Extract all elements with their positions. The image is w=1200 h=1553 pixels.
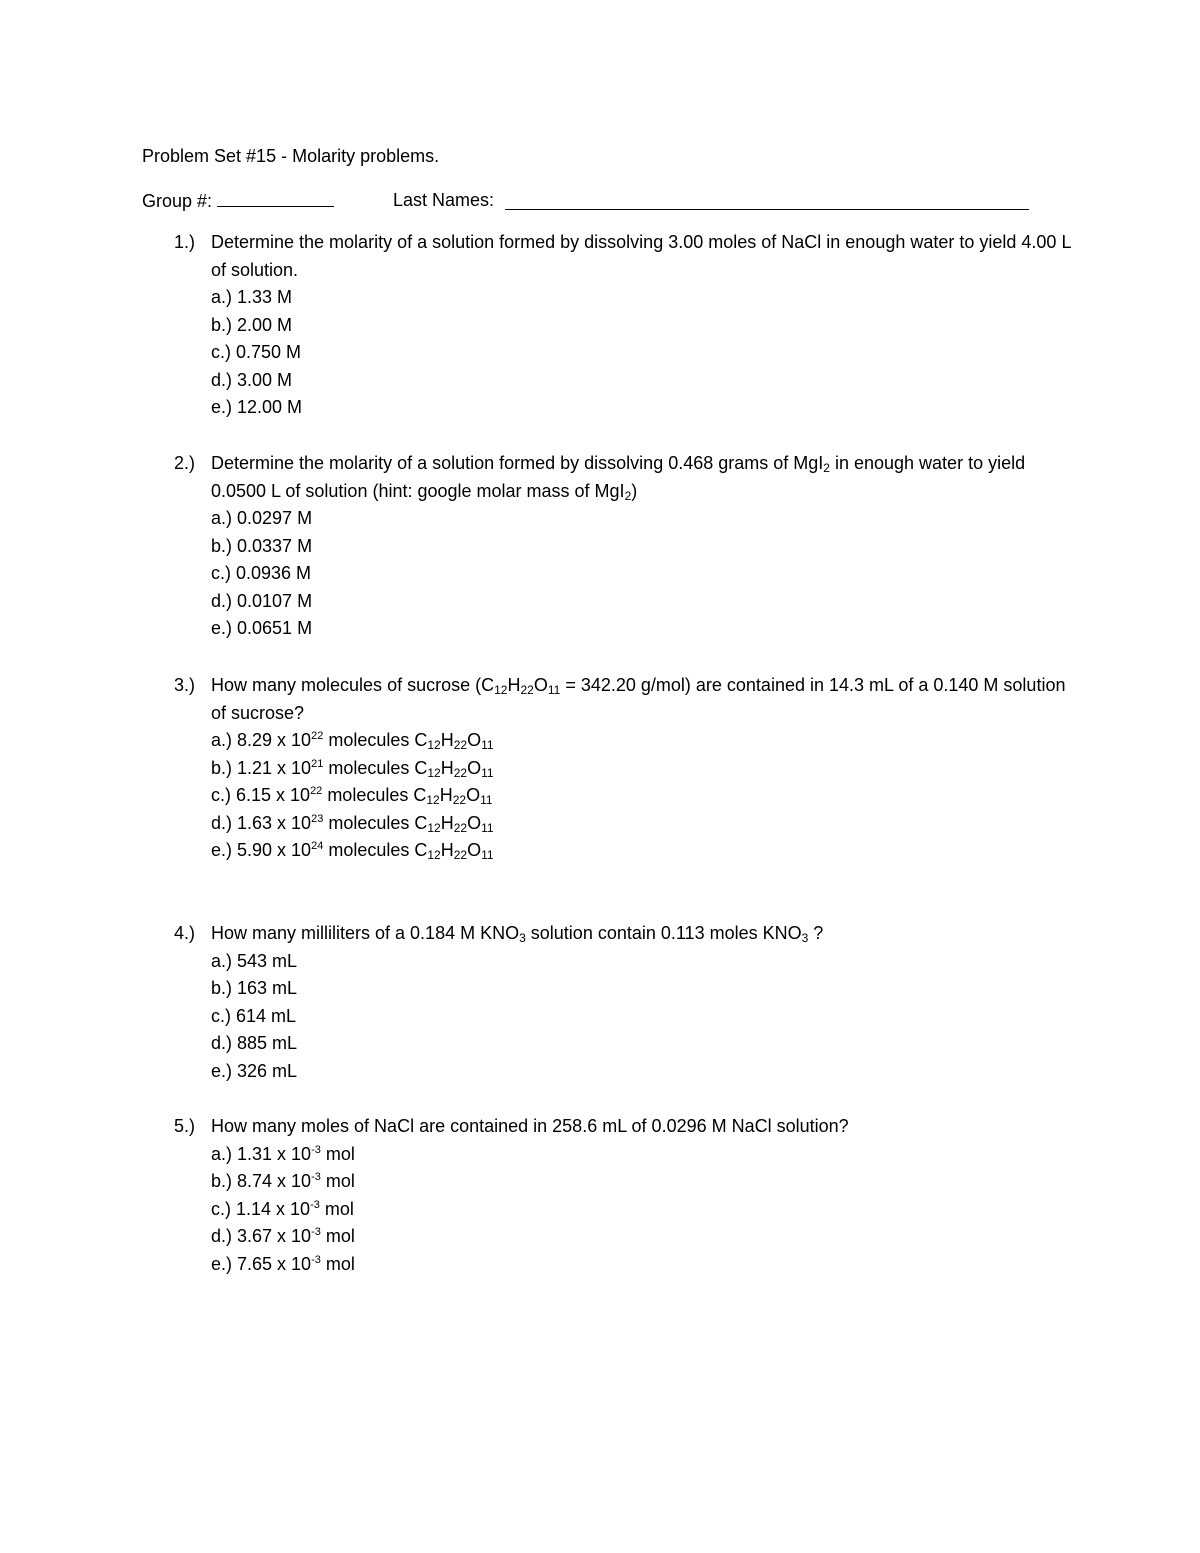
page-title: Problem Set #15 - Molarity problems.: [142, 146, 440, 166]
answer-option: e.) 12.00 M: [211, 397, 303, 417]
answer-option: b.) 163 mL: [211, 978, 298, 998]
question-text: How many molecules of sucrose ($C_{12}H_{22}O_{11} = 342.20$ g/mol) are contained in 14.3 mL of a 0.140 M solution of sucrose?: [211, 675, 1066, 723]
question-text: How many milliliters of a 0.184 M $KNO_3$ solution contain 0.113 moles $KNO_3$ ?: [211, 923, 824, 945]
answer-option: b.) 0.0337 M: [211, 535, 313, 556]
question-3: [174, 672, 1074, 865]
question-2: [174, 450, 1074, 643]
question-text: Determine the molarity of a solution formed by dissolving 3.00 moles of NaCl in enough water to yield 4.00 L of solution.: [211, 232, 1071, 280]
question-number: 4.): [174, 923, 196, 943]
answer-option: b.) 8.74 x $10^{-3}$ mol: [211, 1171, 355, 1191]
answer-option: a.) 1.33 M: [211, 287, 293, 307]
question-4: [174, 920, 1074, 1085]
answer-option: e.) 326 mL: [211, 1060, 298, 1081]
answer-option: c.) 0.0936 M: [211, 563, 312, 583]
question-1: [174, 229, 1074, 422]
answer-option: d.) 3.00 M: [211, 369, 293, 390]
answer-option: c.) 614 mL: [211, 1005, 297, 1026]
answer-option: a.) 543 mL: [211, 950, 298, 971]
question-number: 5.): [174, 1116, 196, 1136]
answer-option: d.) 3.67 x $10^{-3}$ mol: [211, 1226, 355, 1246]
answer-option: e.) 0.0651 M: [211, 618, 313, 638]
answer-option: d.) 1.63 x $10^{23}$ molecules $C_{12}H_{22}O_{11}$: [211, 812, 494, 835]
question-5: [174, 1113, 1074, 1278]
answer-option: a.) 1.31 x $10^{-3}$ mol: [211, 1143, 355, 1164]
answer-option: d.) 0.0107 M: [211, 590, 313, 611]
answer-option: c.) 0.750 M: [211, 342, 302, 362]
answer-option: a.) 8.29 x $10^{22}$ molecules $C_{12}H_{22}O_{11}$: [211, 730, 494, 752]
group-label: Group #:: [142, 191, 213, 211]
header-fields: [142, 187, 495, 216]
question-text: Determine the molarity of a solution formed by dissolving 0.468 grams of MgI$_2$ in enough water to yield 0.0500 L of solution (hint: google molar mass of MgI$_2$): [211, 453, 1026, 503]
answer-option: c.) 1.14 x $10^{-3}$ mol: [211, 1198, 354, 1219]
answer-option: c.) 6.15 x $10^{22}$ molecules $C_{12}H_{22}O_{11}$: [211, 785, 493, 807]
last-names-label: Last Names:: [393, 190, 495, 210]
question-number: 1.): [174, 232, 196, 252]
answer-option: b.) 1.21 x $10^{21}$ molecules $C_{12}H_{22}O_{11}$: [211, 757, 494, 780]
answer-option: a.) 0.0297 M: [211, 508, 313, 528]
answer-option: d.) 885 mL: [211, 1033, 298, 1053]
question-text: How many moles of NaCl are contained in 258.6 mL of 0.0296 M NaCl solution?: [211, 1116, 849, 1136]
last-names-blank-line[interactable]: [505, 190, 1029, 210]
question-number: 3.): [174, 675, 196, 695]
group-blank-line[interactable]: [217, 187, 334, 207]
answer-option: e.) 7.65 x $10^{-3}$ mol: [211, 1253, 355, 1274]
answer-option: b.) 2.00 M: [211, 314, 293, 335]
question-number: 2.): [174, 453, 196, 473]
answer-option: e.) 5.90 x $10^{24}$ molecules $C_{12}H_{22}O_{11}$: [211, 840, 494, 862]
